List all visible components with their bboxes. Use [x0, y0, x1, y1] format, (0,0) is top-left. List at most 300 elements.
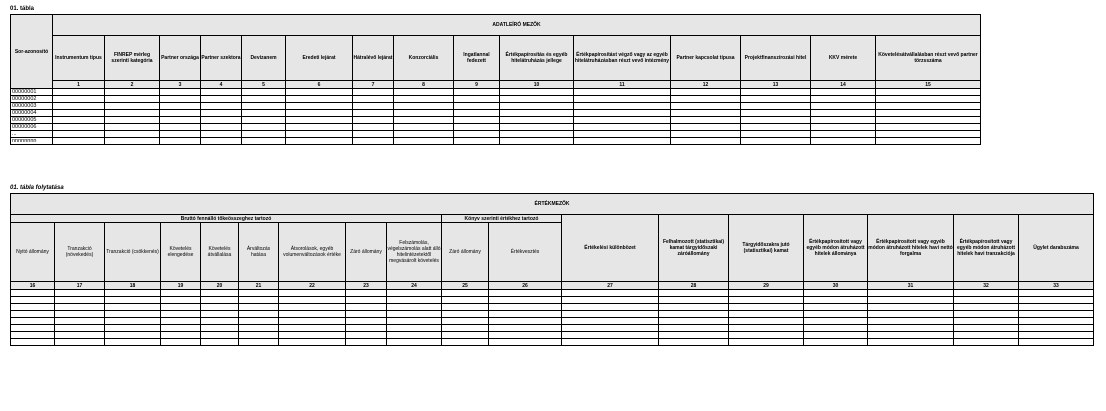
data-cell: [346, 304, 387, 311]
data-cell: [659, 325, 729, 332]
data-cell: [442, 311, 489, 318]
data-cell: [574, 96, 671, 103]
data-cell: [811, 89, 876, 96]
data-cell: [346, 311, 387, 318]
data-cell: [729, 311, 804, 318]
column-number: 1: [53, 81, 105, 89]
row-id: 00000001: [11, 89, 53, 96]
data-cell: [11, 325, 55, 332]
data-cell: [239, 311, 279, 318]
data-cell: [804, 311, 868, 318]
column-number: 28: [659, 282, 729, 290]
column-header: Értékpapírosítást végző vagy az egyéb hitelátruházásban részt vevő intézmény: [574, 36, 671, 81]
data-cell: [11, 339, 55, 346]
column-header: Partner országa: [160, 36, 201, 81]
data-cell: [876, 89, 981, 96]
data-cell: [1019, 332, 1094, 339]
data-cell: [876, 131, 981, 138]
data-cell: [353, 138, 394, 145]
data-cell: [201, 297, 239, 304]
data-cell: [729, 325, 804, 332]
column-number: 8: [394, 81, 454, 89]
column-header: Felhalmozott (statisztikai) kamat tárgyidőszaki záróállomány: [659, 215, 729, 282]
data-cell: [454, 131, 500, 138]
column-number: 13: [741, 81, 811, 89]
data-cell: [55, 318, 105, 325]
data-cell: [201, 138, 242, 145]
column-number: 3: [160, 81, 201, 89]
data-cell: [954, 311, 1019, 318]
data-cell: [279, 325, 346, 332]
column-header: Tranzakció (csökkenés): [105, 223, 161, 282]
data-cell: [876, 96, 981, 103]
data-cell: [876, 110, 981, 117]
column-header: Értékpapírosított vagy egyéb módon átruházott hitelek havi tranzakciója: [954, 215, 1019, 282]
data-cell: [489, 339, 562, 346]
column-header: Instrumentum típus: [53, 36, 105, 81]
data-cell: [279, 297, 346, 304]
data-cell: [11, 318, 55, 325]
gross-outstanding-subheader: Bruttó fennálló tőkeösszeghez tartozó: [11, 215, 442, 223]
data-cell: [105, 311, 161, 318]
data-cell: [105, 124, 160, 131]
data-cell: [201, 103, 242, 110]
column-number: 25: [442, 282, 489, 290]
data-cell: [161, 311, 201, 318]
data-cell: [242, 131, 286, 138]
data-cell: [489, 318, 562, 325]
column-header: Ingatlannal fedezett: [454, 36, 500, 81]
data-cell: [811, 110, 876, 117]
data-cell: [105, 325, 161, 332]
data-cell: [53, 103, 105, 110]
data-cell: [659, 290, 729, 297]
data-cell: [11, 311, 55, 318]
data-cell: [353, 96, 394, 103]
table-row: [11, 131, 981, 138]
data-cell: [489, 332, 562, 339]
data-cell: [105, 304, 161, 311]
column-number: 15: [876, 81, 981, 89]
value-fields-table: [10, 193, 1094, 346]
column-number: 33: [1019, 282, 1094, 290]
data-cell: [804, 325, 868, 332]
column-number: 9: [454, 81, 500, 89]
table-row: [11, 332, 1094, 339]
column-header: Eredeti lejárat: [286, 36, 353, 81]
column-number: 29: [729, 282, 804, 290]
column-header: Partner szektora: [201, 36, 242, 81]
data-cell: [954, 290, 1019, 297]
data-cell: [671, 138, 741, 145]
row-id: 00000004: [11, 110, 53, 117]
data-cell: [239, 318, 279, 325]
data-cell: [454, 124, 500, 131]
data-cell: [201, 304, 239, 311]
column-header: Felszámolás, végelszámolás alatt álló hitelintézetektől megvásárolt követelés: [387, 223, 442, 282]
data-cell: [394, 124, 454, 131]
table-row: [11, 89, 981, 96]
data-cell: [242, 138, 286, 145]
data-cell: [201, 117, 242, 124]
data-cell: [53, 117, 105, 124]
data-cell: [394, 131, 454, 138]
data-cell: [160, 117, 201, 124]
column-number: 18: [105, 282, 161, 290]
data-cell: [454, 96, 500, 103]
data-cell: [729, 290, 804, 297]
data-cell: [279, 332, 346, 339]
column-number: 4: [201, 81, 242, 89]
data-cell: [954, 318, 1019, 325]
data-cell: [105, 103, 160, 110]
data-cell: [876, 117, 981, 124]
data-cell: [954, 304, 1019, 311]
table1-caption: 01. tábla: [10, 6, 35, 12]
data-cell: [500, 138, 574, 145]
data-cell: [868, 325, 954, 332]
data-cell: [454, 117, 500, 124]
data-cell: [442, 304, 489, 311]
data-cell: [201, 311, 239, 318]
column-number: 7: [353, 81, 394, 89]
data-cell: [201, 339, 239, 346]
value-fields-header: ÉRTÉKMEZŐK: [11, 194, 1094, 215]
data-cell: [659, 339, 729, 346]
data-cell: [286, 131, 353, 138]
data-cell: [671, 96, 741, 103]
column-number: 12: [671, 81, 741, 89]
data-cell: [811, 103, 876, 110]
data-cell: [741, 96, 811, 103]
data-cell: [105, 332, 161, 339]
column-header: Árváltozás hatása: [239, 223, 279, 282]
data-cell: [201, 124, 242, 131]
data-cell: [387, 311, 442, 318]
data-cell: [394, 138, 454, 145]
data-cell: [500, 89, 574, 96]
data-cell: [500, 103, 574, 110]
data-cell: [55, 325, 105, 332]
data-cell: [804, 332, 868, 339]
data-cell: [279, 311, 346, 318]
data-cell: [954, 325, 1019, 332]
data-cell: [741, 110, 811, 117]
data-cell: [729, 339, 804, 346]
data-cell: [105, 290, 161, 297]
data-cell: [1019, 297, 1094, 304]
data-cell: [239, 304, 279, 311]
data-cell: [105, 297, 161, 304]
data-cell: [489, 304, 562, 311]
data-cell: [160, 103, 201, 110]
column-header: KKV mérete: [811, 36, 876, 81]
data-cell: [562, 332, 659, 339]
column-number: 22: [279, 282, 346, 290]
data-cell: [161, 318, 201, 325]
data-cell: [387, 325, 442, 332]
data-cell: [201, 318, 239, 325]
carrying-amount-subheader: Könyv szerinti értékhez tartozó: [442, 215, 562, 223]
data-cell: [53, 96, 105, 103]
data-cell: [574, 110, 671, 117]
data-cell: [500, 96, 574, 103]
table-row: [11, 103, 981, 110]
table-row: [11, 110, 981, 117]
data-cell: [868, 297, 954, 304]
data-cell: [811, 96, 876, 103]
column-number: 24: [387, 282, 442, 290]
data-cell: [1019, 304, 1094, 311]
column-header: Projektfinanszírozási hitel: [741, 36, 811, 81]
data-cell: [500, 110, 574, 117]
data-cell: [11, 304, 55, 311]
data-cell: [442, 339, 489, 346]
data-cell: [279, 304, 346, 311]
column-header: Konzorciális: [394, 36, 454, 81]
data-cell: [729, 304, 804, 311]
data-cell: [387, 304, 442, 311]
data-cell: [671, 131, 741, 138]
data-cell: [876, 103, 981, 110]
data-cell: [11, 297, 55, 304]
data-cell: [574, 89, 671, 96]
data-cell: [161, 332, 201, 339]
column-number: 10: [500, 81, 574, 89]
data-cell: [500, 131, 574, 138]
data-cell: [574, 124, 671, 131]
data-cell: [562, 290, 659, 297]
data-cell: [868, 318, 954, 325]
data-cell: [659, 332, 729, 339]
column-number: 16: [11, 282, 55, 290]
data-cell: [811, 124, 876, 131]
data-cell: [201, 96, 242, 103]
column-header: Partner kapcsolat típusa: [671, 36, 741, 81]
column-header: Átsorolások, egyéb volumenváltozások értéke: [279, 223, 346, 282]
data-cell: [454, 138, 500, 145]
data-cell: [346, 325, 387, 332]
column-header: FINREP mérleg szerinti kategória: [105, 36, 160, 81]
data-cell: [353, 131, 394, 138]
table-row: [11, 325, 1094, 332]
data-cell: [279, 290, 346, 297]
data-cell: [161, 325, 201, 332]
data-cell: [954, 332, 1019, 339]
column-number: 11: [574, 81, 671, 89]
row-id-header: Sor-azonosító: [11, 15, 53, 89]
data-cell: [387, 318, 442, 325]
data-cell: [804, 318, 868, 325]
column-number: 5: [242, 81, 286, 89]
data-cell: [1019, 311, 1094, 318]
data-cell: [105, 318, 161, 325]
data-cell: [741, 89, 811, 96]
data-cell: [55, 332, 105, 339]
data-cell: [55, 339, 105, 346]
table-row: [11, 297, 1094, 304]
data-cell: [811, 138, 876, 145]
column-number: 20: [201, 282, 239, 290]
data-cell: [105, 339, 161, 346]
data-cell: [454, 110, 500, 117]
data-cell: [954, 339, 1019, 346]
data-cell: [876, 124, 981, 131]
data-cell: [160, 89, 201, 96]
table1-continuation-caption: 01. tábla folytatása: [10, 185, 64, 191]
column-header: Nyitó állomány: [11, 223, 55, 282]
data-cell: [671, 103, 741, 110]
data-cell: [201, 89, 242, 96]
data-cell: [562, 311, 659, 318]
data-cell: [353, 117, 394, 124]
data-cell: [868, 339, 954, 346]
column-number: 30: [804, 282, 868, 290]
data-cell: [242, 89, 286, 96]
data-cell: [394, 103, 454, 110]
data-cell: [1019, 339, 1094, 346]
data-cell: [442, 325, 489, 332]
data-cell: [394, 96, 454, 103]
data-cell: [741, 138, 811, 145]
data-cell: [242, 117, 286, 124]
data-cell: [353, 110, 394, 117]
data-cell: [286, 117, 353, 124]
data-cell: [55, 304, 105, 311]
data-cell: [454, 89, 500, 96]
data-cell: [804, 297, 868, 304]
data-cell: [353, 103, 394, 110]
data-cell: [500, 124, 574, 131]
data-cell: [562, 304, 659, 311]
data-cell: [804, 304, 868, 311]
data-cell: [671, 89, 741, 96]
row-id: nnnnnnnn: [11, 138, 53, 145]
data-cell: [346, 339, 387, 346]
data-cell: [811, 131, 876, 138]
column-header: Követelés átvállalása: [201, 223, 239, 282]
data-cell: [346, 290, 387, 297]
column-header: Záró állomány: [346, 223, 387, 282]
data-cell: [671, 110, 741, 117]
data-cell: [562, 297, 659, 304]
column-number: 23: [346, 282, 387, 290]
column-header: Hátralévő lejárat: [353, 36, 394, 81]
data-cell: [741, 131, 811, 138]
data-cell: [346, 318, 387, 325]
table-row: [11, 304, 1094, 311]
data-cell: [868, 332, 954, 339]
data-cell: [239, 332, 279, 339]
data-cell: [105, 110, 160, 117]
data-cell: [804, 290, 868, 297]
data-cell: [242, 110, 286, 117]
data-cell: [11, 332, 55, 339]
data-cell: [659, 318, 729, 325]
data-cell: [394, 117, 454, 124]
data-cell: [387, 290, 442, 297]
data-cell: [868, 290, 954, 297]
row-id: 00000006: [11, 124, 53, 131]
data-cell: [489, 290, 562, 297]
data-cell: [659, 297, 729, 304]
data-cell: [105, 138, 160, 145]
column-header: Ügylet darabszáma: [1019, 215, 1094, 282]
descriptive-fields-header: ADATLEÍRÓ MEZŐK: [53, 15, 981, 36]
data-cell: [741, 103, 811, 110]
data-cell: [659, 311, 729, 318]
data-cell: [286, 110, 353, 117]
data-cell: [811, 117, 876, 124]
row-id: 00000003: [11, 103, 53, 110]
data-cell: [442, 297, 489, 304]
data-cell: [574, 138, 671, 145]
data-cell: [286, 96, 353, 103]
data-cell: [659, 304, 729, 311]
data-cell: [105, 117, 160, 124]
data-cell: [868, 304, 954, 311]
data-cell: [671, 117, 741, 124]
data-cell: [53, 110, 105, 117]
column-number: 31: [868, 282, 954, 290]
column-header: Értékvesztés: [489, 223, 562, 282]
data-cell: [239, 297, 279, 304]
data-cell: [160, 131, 201, 138]
row-id: 00000002: [11, 96, 53, 103]
column-number: 14: [811, 81, 876, 89]
data-cell: [201, 325, 239, 332]
row-id: 00000005: [11, 117, 53, 124]
column-number: 32: [954, 282, 1019, 290]
column-header: Értékpapírosított vagy egyéb módon átruházott hitelek havi nettó forgalma: [868, 215, 954, 282]
data-cell: [562, 325, 659, 332]
data-cell: [242, 103, 286, 110]
data-cell: [489, 325, 562, 332]
table-row: [11, 117, 981, 124]
data-cell: [161, 290, 201, 297]
data-cell: [53, 138, 105, 145]
data-cell: [55, 311, 105, 318]
data-cell: [53, 131, 105, 138]
column-number: 19: [161, 282, 201, 290]
column-header: Devizanem: [242, 36, 286, 81]
column-number: 27: [562, 282, 659, 290]
data-cell: [729, 332, 804, 339]
data-cell: [729, 318, 804, 325]
data-cell: [201, 332, 239, 339]
data-cell: [387, 332, 442, 339]
data-cell: [286, 138, 353, 145]
column-number: 6: [286, 81, 353, 89]
data-cell: [286, 89, 353, 96]
row-id: ...: [11, 131, 53, 138]
table-row: [11, 290, 1094, 297]
column-number: 17: [55, 282, 105, 290]
data-cell: [346, 297, 387, 304]
data-cell: [55, 290, 105, 297]
data-cell: [160, 124, 201, 131]
data-cell: [671, 124, 741, 131]
data-cell: [442, 332, 489, 339]
data-cell: [160, 138, 201, 145]
data-cell: [201, 131, 242, 138]
table-row: [11, 318, 1094, 325]
data-cell: [741, 124, 811, 131]
data-cell: [239, 339, 279, 346]
data-cell: [346, 332, 387, 339]
column-header: Tranzakció (növekedés): [55, 223, 105, 282]
data-cell: [53, 124, 105, 131]
